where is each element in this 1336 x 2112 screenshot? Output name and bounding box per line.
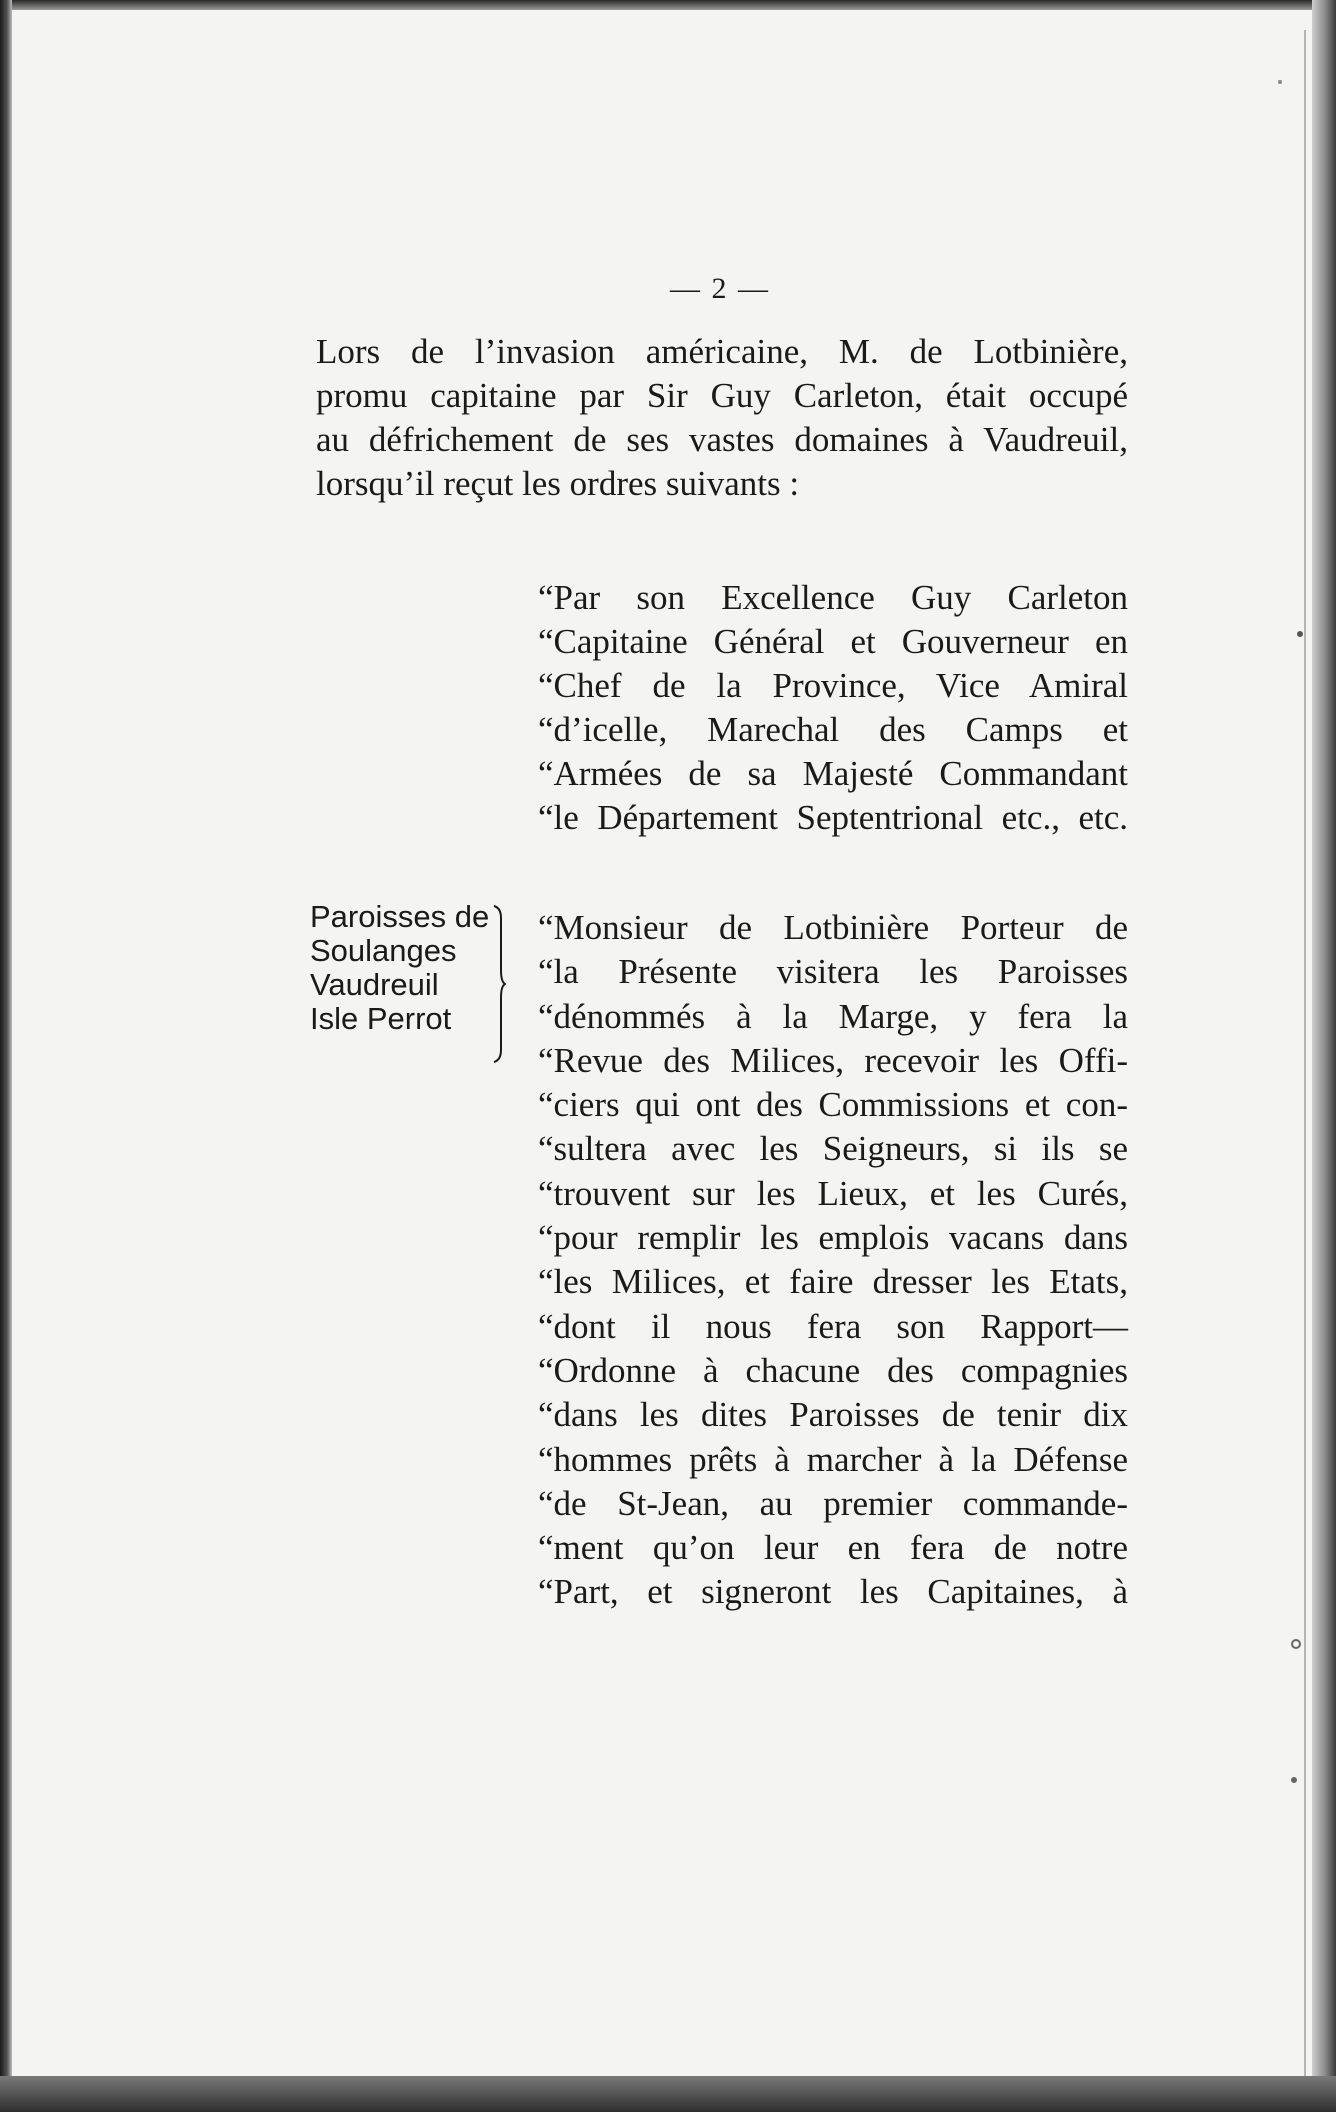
scan-right-edge [1312, 0, 1336, 2112]
intro-line: Lors de l’invasion américaine, M. de Lotbinière, [316, 332, 1128, 371]
order-header-line: “Chef de la Province, Vice Amiral [538, 666, 1128, 705]
margin-note-line: Vaudreuil [310, 967, 439, 1002]
order-body-line: “dans les dites Paroisses de tenir dix [538, 1395, 1128, 1435]
order-body-line: “trouvent sur les Lieux, et les Curés, [538, 1173, 1128, 1213]
margin-note-line: Paroisses de [310, 899, 490, 934]
order-body-quote [538, 906, 1128, 1615]
scan-left-edge [0, 0, 12, 2112]
order-header-quote [538, 576, 1128, 840]
margin-brace [492, 904, 506, 1064]
intro-line: au défrichement de ses vastes domaines à Vaudreuil, [316, 420, 1128, 459]
order-body-line: “Monsieur de Lotbinière Porteur de [538, 908, 1128, 947]
order-body-line: “la Présente visitera les Paroisses [538, 952, 1128, 992]
scan-speck [1297, 631, 1303, 637]
scan-speck [1278, 80, 1282, 84]
margin-note-line: Isle Perrot [310, 1001, 452, 1036]
intro-line: promu capitaine par Sir Guy Carleton, était occupé [316, 376, 1128, 415]
scan-top-edge [0, 0, 1336, 10]
order-body-line: “Part, et signeront les Capitaines, à [538, 1572, 1128, 1612]
scan-speck [1291, 1777, 1297, 1783]
order-header-line: “d’icelle, Marechal des Camps et [538, 710, 1128, 749]
order-body-line: “sultera avec les Seigneurs, si ils se [538, 1129, 1128, 1169]
order-body-line: “pour remplir les emplois vacans dans [538, 1218, 1128, 1258]
intro-line: lorsqu’il reçut les ordres suivants : [316, 464, 800, 503]
order-body-line: “dont il nous fera son Rapport— [538, 1306, 1128, 1346]
intro-paragraph [316, 330, 1128, 506]
order-header-line: “Par son Excellence Guy Carleton [538, 578, 1128, 617]
order-body-line: “dénommés à la Marge, y fera la [538, 996, 1128, 1036]
order-body-line: “les Milices, et faire dresser les Etats, [538, 1262, 1128, 1302]
order-body-line: “hommes prêts à marcher à la Défense [538, 1439, 1128, 1479]
order-header-line: “Armées de sa Majesté Commandant [538, 754, 1128, 793]
scan-page-fold-line [1304, 30, 1306, 2090]
order-body-line: “ciers qui ont des Commissions et con- [538, 1085, 1128, 1125]
order-body-line: “Ordonne à chacune des compagnies [538, 1350, 1128, 1390]
page-number: — 2 — [670, 272, 770, 305]
scan-speck [1292, 1640, 1300, 1648]
scan-bottom-edge [0, 2076, 1336, 2112]
margin-note-line: Soulanges [310, 933, 457, 968]
order-body-line: “de St-Jean, au premier commande- [538, 1483, 1128, 1523]
order-body-line: “ment qu’on leur en fera de notre [538, 1528, 1128, 1568]
margin-note-parishes [310, 900, 500, 1036]
order-header-line: “Capitaine Général et Gouverneur en [538, 622, 1128, 661]
order-header-line: “le Département Septentrional etc., etc. [538, 798, 1128, 837]
order-body-line: “Revue des Milices, recevoir les Offi- [538, 1040, 1128, 1080]
